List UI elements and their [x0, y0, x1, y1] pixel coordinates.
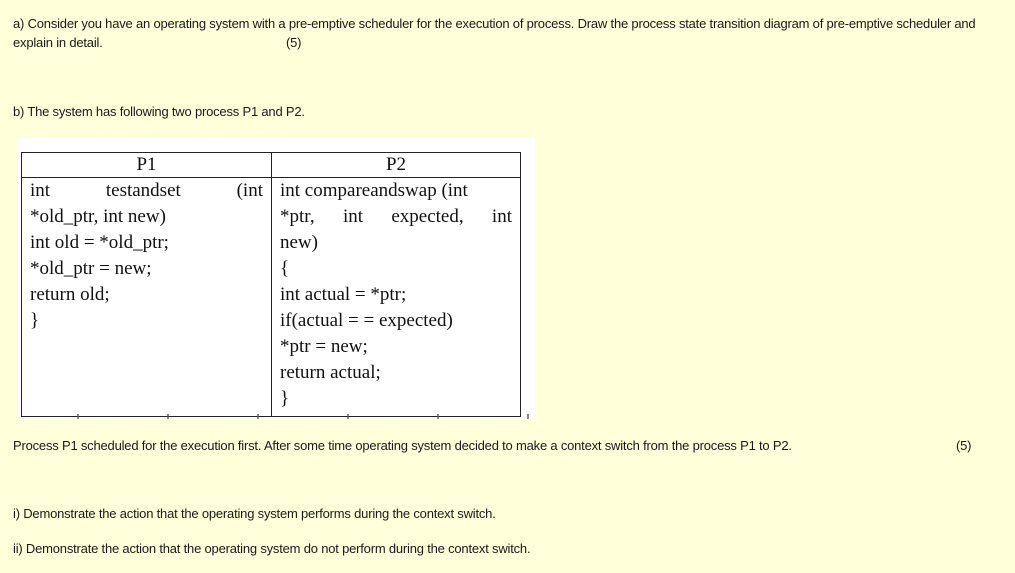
p2-code-line: [280, 334, 512, 360]
p2-code-line: [280, 386, 512, 412]
question-b-description: Process P1 scheduled for the execution first. After some time operating system decided to make a context switch from the process P1 to P2.: [13, 438, 792, 453]
p2-code-token: int: [491, 206, 512, 227]
p1-code-cell: [22, 178, 272, 417]
p2-code-line: [280, 256, 512, 282]
p2-code-line: [280, 308, 512, 334]
p1-code-token: *old_ptr, int new): [30, 206, 166, 227]
p1-code-line: [30, 256, 263, 282]
p1-code-token: }: [30, 310, 40, 331]
p1-code-line: [30, 308, 263, 334]
sub-question-i: i) Demonstrate the action that the operating system performs during the context switch.: [13, 506, 496, 521]
question-b-marks: (5): [956, 438, 972, 453]
p1-code-token: testandset: [105, 180, 181, 201]
p2-code-token: }: [280, 388, 290, 409]
table-header-p2: P2: [272, 153, 521, 178]
p2-code-token: if(actual = = expected): [280, 310, 453, 331]
p2-code-token: *ptr,: [280, 206, 315, 227]
p2-code-token: expected,: [391, 206, 464, 227]
p2-code-token: int compareandswap (int: [280, 180, 468, 201]
p1-code-token: (int: [236, 180, 263, 201]
p2-code-line: [280, 204, 512, 230]
p1-code-token: return old;: [30, 284, 110, 305]
question-a-text: a) Consider you have an operating system with a pre-emptive scheduler for the execution of process. Draw the process state transition diagram of pre-emptive scheduler and explain in detail.: [13, 16, 976, 50]
p1-code-token: int: [30, 180, 51, 201]
p2-code-line: [280, 178, 512, 204]
sub-question-ii: ii) Demonstrate the action that the operating system do not perform during the context switch.: [13, 541, 531, 556]
cropped-text-remnant: [17, 414, 535, 419]
question-a-marks: (5): [286, 35, 302, 50]
p2-code-line: [280, 282, 512, 308]
p1-code-token: int old = *old_ptr;: [30, 232, 169, 253]
code-table-image: [17, 138, 535, 419]
p1-code-line: [30, 178, 263, 204]
table-header-p1: P1: [22, 153, 272, 178]
p1-code-line: [30, 282, 263, 308]
p2-code-cell: [272, 178, 521, 417]
p2-code-token: {: [280, 258, 290, 279]
p2-code-token: int actual = *ptr;: [280, 284, 407, 305]
p2-code-line: [280, 360, 512, 386]
p2-code-token: new): [280, 232, 318, 253]
process-code-table: [21, 152, 521, 417]
p2-code-token: return actual;: [280, 362, 381, 383]
p2-code-token: *ptr = new;: [280, 336, 368, 357]
question-b-intro: b) The system has following two process P1 and P2.: [13, 104, 305, 119]
p2-code-line: [280, 230, 512, 256]
p1-code-line: [30, 204, 263, 230]
p1-code-token: *old_ptr = new;: [30, 258, 152, 279]
p1-code-line: [30, 230, 263, 256]
p2-code-token: int: [342, 206, 363, 227]
